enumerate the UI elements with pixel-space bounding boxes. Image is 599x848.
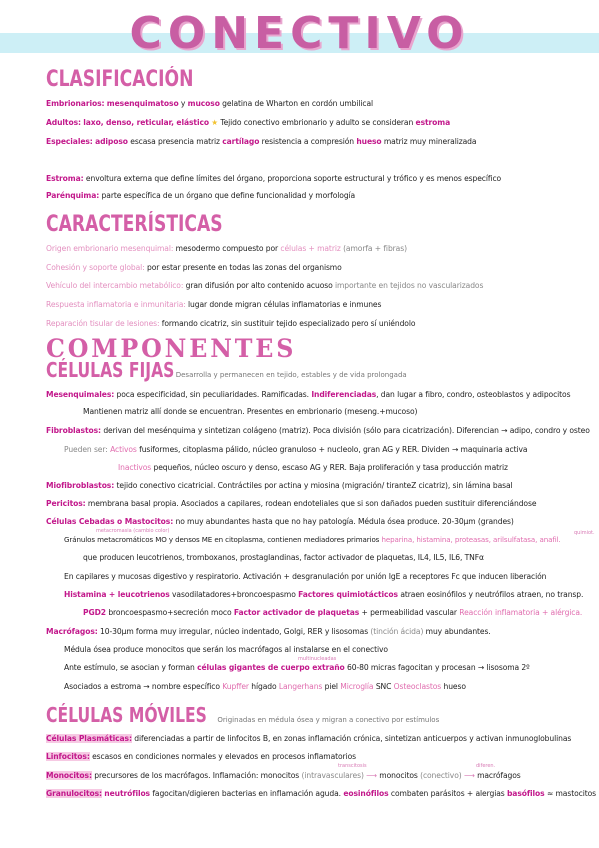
asociados-line: Asociados a estroma → nombre específico Kupffer hígado Langerhans piel Microglía SNC Osteoclastos hueso <box>64 682 466 691</box>
vehiculo-line: Vehículo del intercambio metabólico: gran difusión por alto contenido acuoso importante en tejidos no vascularizados <box>46 281 484 290</box>
plasmaticas-line: Células Plasmáticas: diferenciadas a partir de linfocitos B, en zonas inflamación crónica, sintetizan anticuerpos y activan inmunoglobulinas <box>46 734 572 743</box>
inactivos-line: Inactivos pequeños, núcleo oscuro y denso, escaso AG y RER. Baja proliferación y tasa producción matriz <box>118 463 508 472</box>
parenquima-line: Parénquima: parte específica de un órgano que define funcionalidad y morfología <box>46 191 356 200</box>
page-title: CONECTIVO <box>129 8 470 59</box>
star-icon: ★ <box>211 118 219 127</box>
especiales-line: Especiales: adiposo escasa presencia matriz cartílago resistencia a compresión hueso matriz muy mineralizada <box>46 137 477 146</box>
producen-line: que producen leucotrienos, tromboxanos, prostaglandinas, factor activador de plaquetas, IL4, IL5, IL6, TNFα <box>83 553 484 562</box>
granulos-line: Gránulos metacromáticos MO y densos ME en citoplasma, contienen mediadores primarios heparina, histamina, proteasas, arilsulfatasa, anafil. <box>64 535 561 544</box>
clasificacion-heading: CLASIFICACIÓN <box>46 67 194 92</box>
cohesion-line: Cohesión y soporte global: por estar presente en todas las zonas del organismo <box>46 263 342 272</box>
monocitos-line: Monocitos: precursores de los macrófagos. Inflamación: monocitos (intravasculares) ⟶ monocitos (conectivo) ⟶ macrófagos <box>46 771 521 780</box>
macrofagos-line: Macrófagos: 10-30µm forma muy irregular, núcleo indentado, Golgi, RER y lisosomas (tinción ácida) muy abundantes. <box>46 627 491 636</box>
adultos-line: Adultos: laxo, denso, reticular, elástico ★ Tejido conectivo embrionario y adulto se consideran estroma <box>46 118 451 127</box>
mesenquimales-line: Mesenquimales: poca especificidad, sin peculiaridades. Ramificadas. Indiferenciadas, dan lugar a fibro, condro, osteoblastos y adipocitos <box>46 390 571 399</box>
caracteristicas-heading: CARACTERÍSTICAS <box>46 212 223 237</box>
multinucleadas-note: multinucleadas <box>298 656 337 662</box>
diferen-note: diferen. <box>476 763 496 769</box>
histamina-line: Histamina + leucotrienos vasodilatadores+broncoespasmo Factores quimiotácticos atraen eosinófilos y neutrófilos atraen, no transp. <box>64 590 584 599</box>
arrow-icon: ⟶ <box>463 771 475 780</box>
transcitosis-note: transcitosis <box>338 763 367 769</box>
linfocitos-line: Linfocitos: escasos en condiciones normales y elevados en procesos inflamatorios <box>46 752 356 761</box>
embrionarios-line: Embrionarios: mesenquimatoso y mucoso gelatina de Wharton en cordón umbilical <box>46 99 374 108</box>
quimiot-note: quimiot. <box>574 530 595 536</box>
pericitos-line: Pericitos: membrana basal propia. Asociados a capilares, rodean endoteliales que si son dañados pueden sustituir diferenciándose <box>46 499 537 508</box>
miofibroblastos-line: Miofibroblastos: tejido conectivo cicatricial. Contráctiles por actina y miosina (migración/ tiranteZ cicatriz), sin lámina basal <box>46 481 513 490</box>
componentes-heading: COMPONENTES <box>46 334 297 363</box>
activos-line: Pueden ser: Activos fusiformes, citoplasma pálido, núcleo granuloso + nucleolo, gran AG y RER. Dividen → maquinaria activa <box>64 445 528 454</box>
estimulo-line: Ante estímulo, se asocian y forman células gigantes de cuerpo extraño 60-80 micras fagocitan y procesan → lisosoma 2º <box>64 663 530 672</box>
medula-line: Médula ósea produce monocitos que serán los macrófagos al instalarse en el conectivo <box>64 645 388 654</box>
capilares-line: En capilares y mucosas digestivo y respiratorio. Activación + desgranulación por unión IgE a receptores Fc que inducen liberación <box>64 572 547 581</box>
fibroblastos-line: Fibroblastos: derivan del mesénquima y sintetizan colágeno (matriz). Poca división (sólo para cicatrización). Diferencian → adipo, condro y osteo <box>46 426 590 435</box>
mastocitos-line: Células Cebadas o Mastocitos: no muy abundantes hasta que no hay patología. Médula ósea produce. 20-30µm (grandes) <box>46 517 514 526</box>
arrow-icon: ⟶ <box>366 771 377 780</box>
granulocitos-line: Granulocitos: neutrófilos fagocitan/digieren bacterias en inflamación aguda. eosinófilos combaten parásitos + alergias basófilos ≈ mastocitos <box>46 789 597 798</box>
mesenquimales-line-2: Mantienen matriz allí donde se encuentran. Presentes en embrionario (meseng.+mucoso) <box>83 407 418 416</box>
celulas-fijas-heading: CÉLULAS FIJAS Desarrolla y permanecen en tejido, estables y de vida prolongada <box>46 358 407 382</box>
respuesta-line: Respuesta inflamatoria e inmunitaria: lugar donde migran células inflamatorias e inmunes <box>46 300 382 309</box>
reparacion-line: Reparación tisular de lesiones: formando cicatriz, sin sustituir tejido especializado pero sí uniéndolo <box>46 319 416 328</box>
metacromasia-note: metacromasia (cambio color) <box>96 528 170 534</box>
estroma-line: Estroma: envoltura externa que define límites del órgano, proporciona soporte estructural y trófico y es menos específico <box>46 174 502 183</box>
origen-line: Origen embrionario mesenquimal: mesodermo compuesto por células + matriz (amorfa + fibras) <box>46 244 407 253</box>
pgd2-line: PGD2 broncoespasmo+secreción moco Factor activador de plaquetas + permeabilidad vascular Reacción inflamatoria + alérgica. <box>83 608 583 617</box>
celulas-moviles-heading: CÉLULAS MÓVILES Originadas en médula ósea y migran a conectivo por estímulos <box>46 703 440 727</box>
